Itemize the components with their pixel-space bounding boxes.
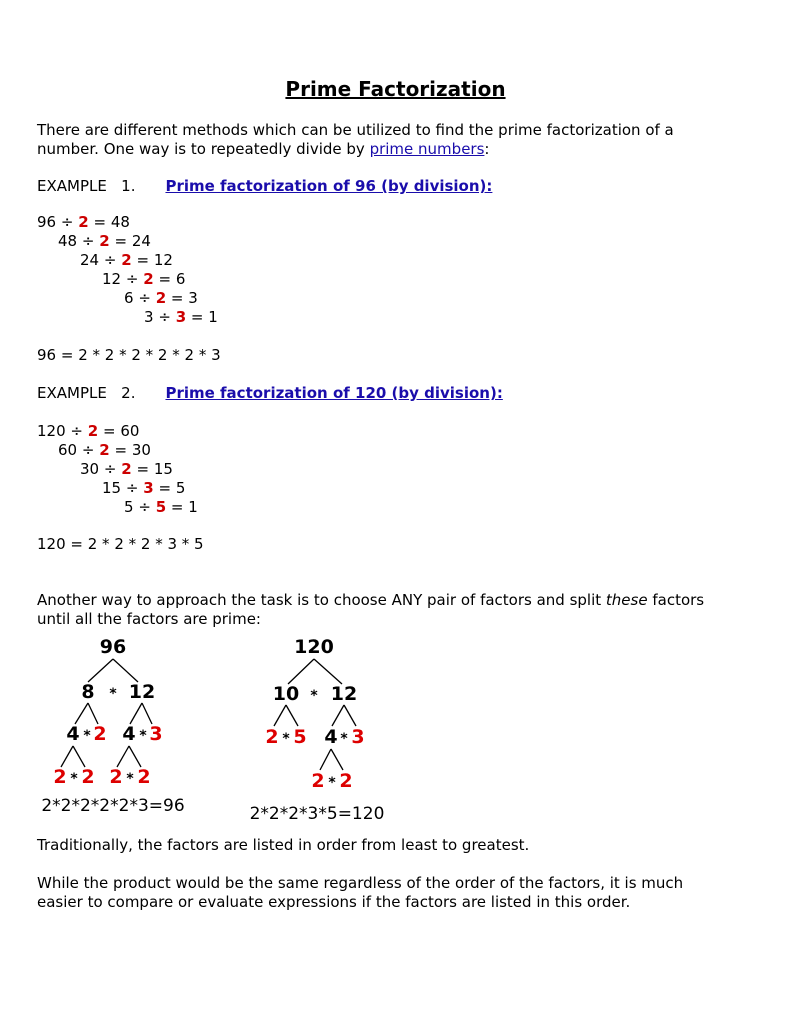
step-quotient: 48 <box>110 213 130 231</box>
step-operator: ÷ <box>60 213 74 231</box>
step-quotient: 3 <box>188 289 198 307</box>
division-step <box>37 422 139 441</box>
another-text-end: factors <box>647 591 705 609</box>
step-equals: = <box>136 460 150 478</box>
step-dividend: 5 <box>124 498 134 516</box>
tree-prime-node: 2 <box>109 766 123 788</box>
another-text: Another way to approach the task is to choose ANY pair of factors and split <box>37 591 606 609</box>
tree-branch <box>88 703 98 724</box>
tree-node: 4 <box>324 726 338 748</box>
tree-branch <box>288 659 314 684</box>
tree-times: * <box>126 771 134 787</box>
example-number: 1. <box>121 177 136 195</box>
prime-numbers-link[interactable]: prime numbers <box>369 140 485 158</box>
tree-branch <box>314 659 342 684</box>
step-equals: = <box>170 498 184 516</box>
step-dividend: 12 <box>102 270 122 288</box>
step-quotient: 15 <box>153 460 173 478</box>
intro-text: number. One way is to repeatedly divide by <box>37 140 370 158</box>
division-step <box>124 498 198 517</box>
tree-node: 8 <box>81 681 95 703</box>
step-operator: ÷ <box>81 441 95 459</box>
division-step <box>80 460 173 479</box>
example-label: EXAMPLE <box>37 384 107 402</box>
step-divisor: 2 <box>155 289 167 307</box>
step-equals: = <box>103 422 116 440</box>
intro-line-1: There are different methods which can be utilized to find the prime factorization of a <box>37 121 674 139</box>
step-divisor: 2 <box>99 441 110 459</box>
step-equals: = <box>158 479 172 497</box>
tree-node: 4 <box>66 723 80 745</box>
step-dividend: 48 <box>58 232 78 250</box>
tree-times: * <box>282 731 290 747</box>
tree-times: * <box>139 728 147 744</box>
division-step <box>102 270 185 289</box>
tree-node: 4 <box>122 723 136 745</box>
example-number: 2. <box>121 384 136 402</box>
tree-node: 10 <box>272 683 300 705</box>
step-divisor: 2 <box>99 232 110 250</box>
tree-prime-node: 2 <box>339 770 353 792</box>
tree-node-root: 120 <box>294 636 334 658</box>
traditionally-text: Traditionally, the factors are listed in order from least to greatest. <box>37 836 530 854</box>
step-quotient: 1 <box>208 308 218 326</box>
step-dividend: 15 <box>102 479 122 497</box>
step-equals: = <box>114 441 128 459</box>
factor-tree-96 <box>30 632 210 822</box>
step-equals: = <box>170 289 184 307</box>
step-quotient: 6 <box>175 270 186 288</box>
step-equals: = <box>136 251 150 269</box>
tree-branch <box>61 746 73 767</box>
step-divisor: 2 <box>87 422 99 440</box>
page-title: Prime Factorization <box>285 77 506 101</box>
tree-times: * <box>328 775 336 791</box>
step-operator: ÷ <box>125 270 139 288</box>
tree-times: * <box>83 728 91 744</box>
step-dividend: 24 <box>80 251 100 269</box>
step-dividend: 6 <box>124 289 134 307</box>
closing-line-2: easier to compare or evaluate expressions if the factors are listed in this order. <box>37 893 631 911</box>
division-step <box>102 479 185 498</box>
tree-branch <box>113 659 138 682</box>
tree-node-root: 96 <box>99 636 127 658</box>
example-2-result: 120 = 2 * 2 * 2 * 3 * 5 <box>37 535 204 553</box>
step-divisor: 2 <box>121 460 132 478</box>
step-quotient: 60 <box>120 422 140 440</box>
step-operator: ÷ <box>158 308 171 326</box>
step-operator: ÷ <box>103 251 117 269</box>
step-divisor: 2 <box>121 251 132 269</box>
division-step <box>124 289 198 308</box>
tree-branch <box>286 705 298 726</box>
tree-node: 12 <box>330 683 358 705</box>
example-label: EXAMPLE <box>37 177 107 195</box>
tree-prime-node: 2 <box>311 770 325 792</box>
step-equals: = <box>93 213 107 231</box>
step-quotient: 1 <box>188 498 198 516</box>
example-2-heading-link[interactable]: Prime factorization of 120 (by division): <box>165 384 503 402</box>
step-quotient: 5 <box>175 479 186 497</box>
example-1-heading-link[interactable]: Prime factorization of 96 (by division): <box>165 177 493 195</box>
step-dividend: 60 <box>58 441 78 459</box>
tree-branch <box>117 746 129 767</box>
division-step <box>58 232 151 251</box>
tree-branch <box>332 705 344 726</box>
tree-times: * <box>340 731 348 747</box>
step-divisor: 3 <box>143 479 154 497</box>
step-operator: ÷ <box>138 289 151 307</box>
tree-96-result: 2*2*2*2*2*3=96 <box>41 796 185 816</box>
step-quotient: 30 <box>131 441 151 459</box>
step-operator: ÷ <box>103 460 117 478</box>
factor-tree-120 <box>240 632 420 827</box>
another-line-2: until all the factors are prime: <box>37 610 261 628</box>
step-equals: = <box>190 308 204 326</box>
step-dividend: 3 <box>144 308 154 326</box>
division-step <box>58 441 151 460</box>
step-dividend: 30 <box>80 460 100 478</box>
division-step <box>80 251 173 270</box>
tree-branch <box>344 705 356 726</box>
tree-times: * <box>310 688 318 704</box>
step-operator: ÷ <box>125 479 139 497</box>
step-dividend: 96 <box>37 213 57 231</box>
step-quotient: 12 <box>153 251 173 269</box>
intro-line-2 <box>37 140 489 159</box>
another-emphasis: these <box>605 591 648 609</box>
tree-prime-node: 2 <box>93 723 107 745</box>
intro-colon: : <box>484 140 490 158</box>
tree-prime-node: 5 <box>293 726 307 748</box>
step-divisor: 2 <box>78 213 89 231</box>
tree-120-result: 2*2*2*3*5=120 <box>249 804 385 824</box>
example-1-result: 96 = 2 * 2 * 2 * 2 * 2 * 3 <box>37 346 221 364</box>
tree-branch <box>331 749 343 770</box>
closing-line-1: While the product would be the same regardless of the order of the factors, it is much <box>37 874 684 892</box>
division-step <box>37 213 130 232</box>
tree-prime-node: 3 <box>351 726 365 748</box>
tree-prime-node: 3 <box>149 723 163 745</box>
step-operator: ÷ <box>81 232 95 250</box>
tree-branch <box>130 703 142 724</box>
step-operator: ÷ <box>138 498 151 516</box>
step-divisor: 5 <box>155 498 167 516</box>
another-line-1 <box>37 591 704 610</box>
step-operator: ÷ <box>70 422 83 440</box>
step-equals: = <box>114 232 128 250</box>
step-quotient: 24 <box>131 232 151 250</box>
step-divisor: 2 <box>143 270 154 288</box>
tree-node: 12 <box>128 681 156 703</box>
tree-prime-node: 2 <box>265 726 279 748</box>
tree-branch <box>129 746 141 767</box>
tree-branch <box>73 746 85 767</box>
step-divisor: 3 <box>175 308 187 326</box>
division-step <box>144 308 218 327</box>
tree-times: * <box>109 686 117 702</box>
tree-branch <box>274 705 286 726</box>
tree-prime-node: 2 <box>137 766 151 788</box>
example-2-header <box>37 384 503 403</box>
step-equals: = <box>158 270 172 288</box>
tree-branch <box>320 749 331 770</box>
tree-prime-node: 2 <box>53 766 67 788</box>
tree-times: * <box>70 771 78 787</box>
tree-branch <box>142 703 152 724</box>
example-1-header <box>37 177 492 196</box>
tree-branch <box>88 659 113 682</box>
tree-prime-node: 2 <box>81 766 95 788</box>
step-dividend: 120 <box>37 422 66 440</box>
tree-branch <box>75 703 88 724</box>
